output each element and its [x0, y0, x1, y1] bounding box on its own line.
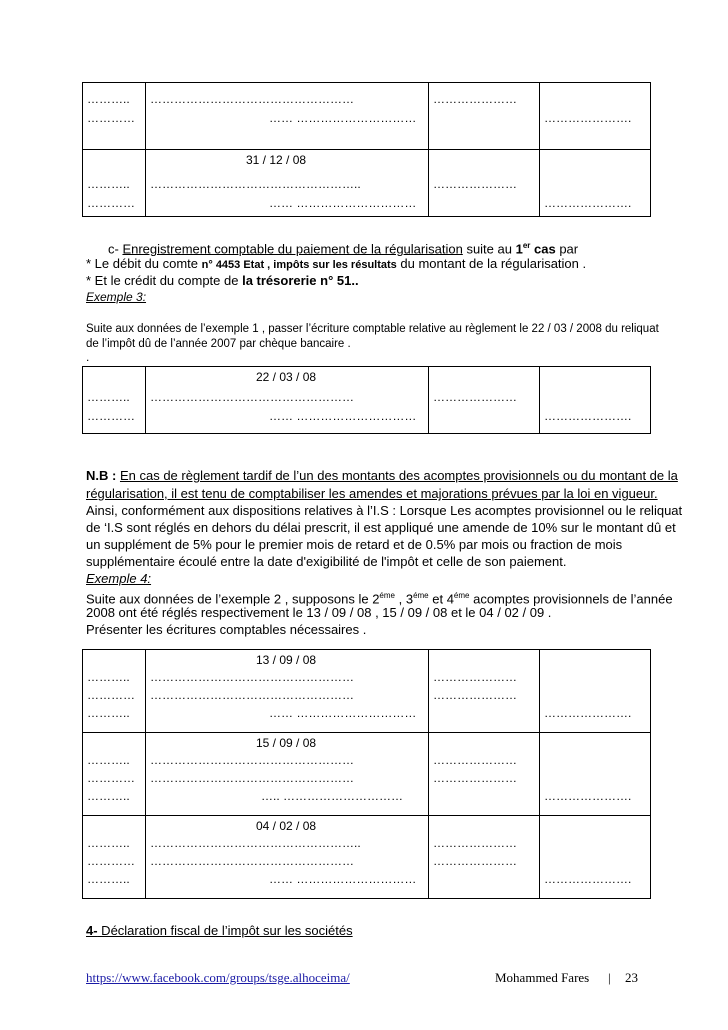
- footer-link[interactable]: https://www.facebook.com/groups/tsge.alhoceima/: [86, 970, 350, 985]
- account-dots: ………..: [87, 872, 130, 886]
- nb-line: Ainsi, conformément aux dispositions relatives à l’I.S : Lorsque Les acomptes provisionnel ou le reliquat: [86, 503, 683, 518]
- credit-instruction: * Et le crédit du compte de la trésorerie n° 51..: [86, 273, 359, 288]
- entry-date: 04 / 02 / 08: [256, 819, 317, 833]
- journal-row: [83, 733, 651, 816]
- stray-dot: .: [86, 350, 90, 364]
- credit-dots: ………………….: [544, 409, 632, 423]
- label-dots: ….. …………………………: [261, 789, 404, 803]
- section-4-heading: 4- Déclaration fiscal de l’impôt sur les sociétés: [86, 923, 353, 938]
- credit-dots: ………………….: [544, 872, 632, 886]
- account-dots: …………: [87, 854, 135, 868]
- entry-date: 13 / 09 / 08: [256, 653, 317, 667]
- credit-dots: ………………….: [544, 196, 632, 210]
- account-dots: …………: [87, 196, 135, 210]
- account-dots: ………..: [87, 390, 130, 404]
- entry-date: 31 / 12 / 08: [246, 153, 307, 167]
- label-dots: ……………………………………………: [150, 688, 354, 702]
- footer-separator: |: [608, 970, 611, 985]
- debit-dots: …………………: [433, 753, 517, 767]
- label-dots: …… …………………………: [269, 706, 417, 720]
- account-dots: …………: [87, 688, 135, 702]
- journal-row: [83, 150, 651, 217]
- nb-line: régularisation, il est tenu de comptabiliser les amendes et majorations prévues par la loi en vigueur.: [86, 486, 658, 501]
- journal-row: [83, 816, 651, 899]
- credit-dots: ………………….: [544, 706, 632, 720]
- credit-dots: ………………….: [544, 111, 632, 125]
- nb-line: N.B : En cas de règlement tardif de l’un des montants des acomptes provisionnels ou du montant de la: [86, 468, 678, 483]
- account-dots: ………..: [87, 177, 130, 191]
- section-c-title: c- Enregistrement comptable du paiement de la régularisation suite au 1er cas par: [108, 241, 579, 257]
- journal-table-3: [82, 366, 651, 434]
- account-dots: ………..: [87, 789, 130, 803]
- example-3-heading: Exemple 3:: [86, 290, 147, 304]
- example-4-text: Suite aux données de l’exemple 2 , supposons le $2^{éme}$ , $3^{éme}$ et $4^{éme}$ acomptes provisionnels de l’année: [86, 591, 673, 607]
- account-dots: ………..: [87, 706, 130, 720]
- footer-author: Mohammed Fares: [495, 970, 590, 985]
- account-dots: ………..: [87, 670, 130, 684]
- label-dots: …… …………………………: [269, 872, 417, 886]
- label-dots: ……………………………………………: [150, 854, 354, 868]
- nb-line: supplémentaire écoulé entre la date d'exigibilité de l'impôt et celle de son paiement.: [86, 554, 567, 569]
- journal-table-1: [82, 82, 651, 217]
- debit-dots: …………………: [433, 854, 517, 868]
- example-4-heading: Exemple 4:: [86, 571, 152, 586]
- journal-table-4: [82, 649, 651, 899]
- nb-line: de ‘I.S sont réglés en dehors du délai prescrit, il est appliqué une amende de 10% sur le montant dû et: [86, 520, 676, 535]
- label-dots: ……………………………………………: [150, 670, 354, 684]
- debit-dots: …………………: [433, 688, 517, 702]
- page-number: 23: [625, 970, 638, 985]
- label-dots: …… …………………………: [269, 111, 417, 125]
- label-dots: ……………………………………………..: [150, 836, 361, 850]
- account-dots: ………..: [87, 836, 130, 850]
- entry-date: 22 / 03 / 08: [256, 370, 317, 384]
- account-dots: ………..: [87, 92, 130, 106]
- example-4-text: 2008 ont été réglés respectivement le 13 / 09 / 08 , 15 / 09 / 08 et le 04 / 02 / 09 .: [86, 605, 552, 620]
- label-dots: ……………………………………………..: [150, 177, 361, 191]
- debit-dots: …………………: [433, 771, 517, 785]
- debit-instruction: * Le débit du comte n° 4453 Etat , impôts sur les résultats du montant de la régularisation .: [86, 256, 587, 271]
- account-dots: …………: [87, 771, 135, 785]
- example-3-text: Suite aux données de l’exemple 1 , passer l’écriture comptable relative au règlement le 22 / 03 / 2008 du reliquat: [86, 323, 659, 335]
- account-dots: …………: [87, 409, 135, 423]
- debit-dots: …………………: [433, 390, 517, 404]
- account-dots: …………: [87, 111, 135, 125]
- debit-dots: …………………: [433, 670, 517, 684]
- entry-date: 15 / 09 / 08: [256, 736, 317, 750]
- example-3-text: de l’impôt dû de l’année 2007 par chèque bancaire .: [86, 338, 351, 350]
- nb-line: un supplément de 5% pour le premier mois de retard et de 0.5% par mois ou fraction de mois: [86, 537, 623, 552]
- label-dots: ……………………………………………: [150, 92, 354, 106]
- example-4-text: Présenter les écritures comptables nécessaires .: [86, 622, 367, 637]
- label-dots: …… …………………………: [269, 196, 417, 210]
- credit-dots: ………………….: [544, 789, 632, 803]
- debit-dots: …………………: [433, 177, 517, 191]
- label-dots: ……………………………………………: [150, 753, 354, 767]
- label-dots: ……………………………………………: [150, 771, 354, 785]
- account-dots: ………..: [87, 753, 130, 767]
- journal-row: [83, 650, 651, 733]
- label-dots: …… …………………………: [269, 409, 417, 423]
- debit-dots: …………………: [433, 836, 517, 850]
- journal-row: [83, 83, 651, 150]
- debit-dots: …………………: [433, 92, 517, 106]
- journal-row: [83, 367, 651, 434]
- label-dots: ……………………………………………: [150, 390, 354, 404]
